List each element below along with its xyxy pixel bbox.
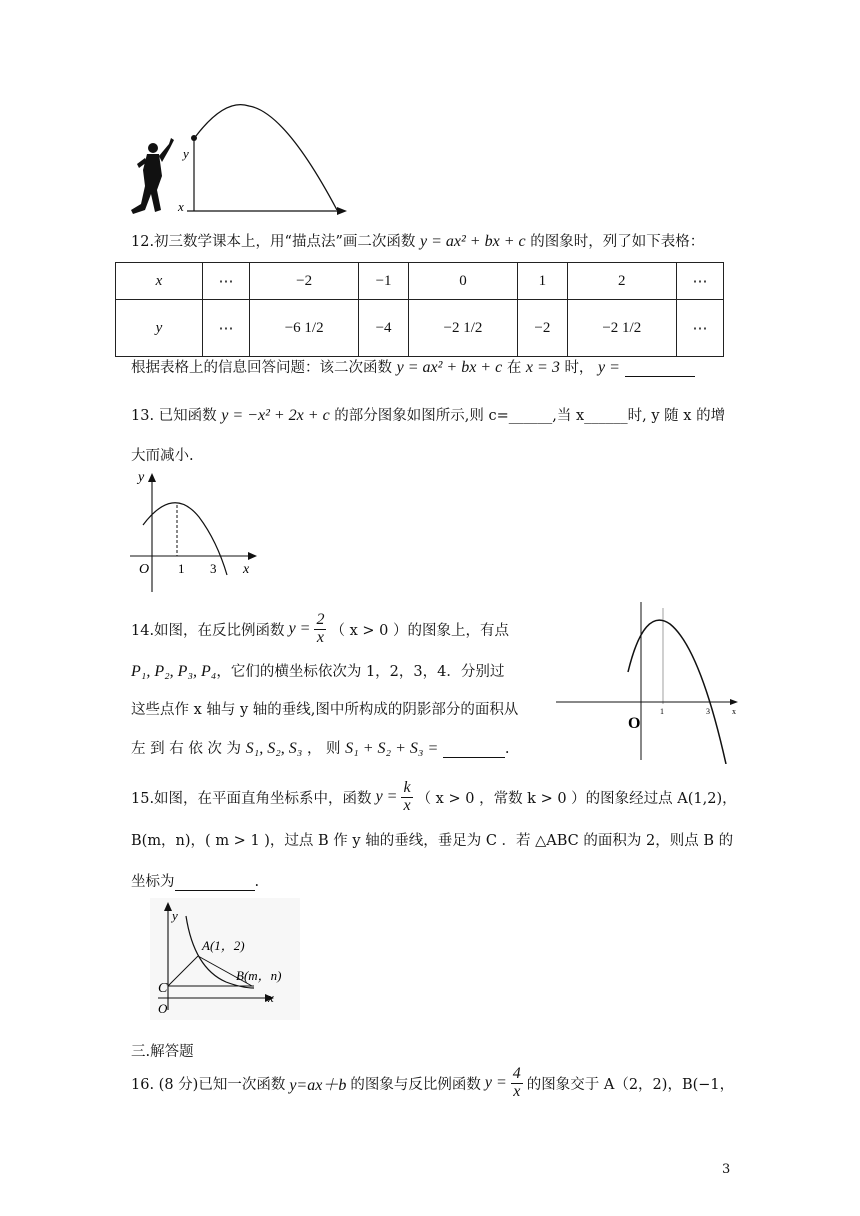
q14-fraction: $\frac{2}{x}$ bbox=[316, 611, 325, 646]
q15-line2: B(m，n)，( m > 1 )，过点 B 作 y 轴的垂线，垂足为 C ．若 △ABC 的面积为 2，则点 B 的 bbox=[131, 833, 734, 849]
top-y-label: y bbox=[183, 146, 189, 161]
table-cell: ⋯ bbox=[676, 263, 723, 300]
q15-label-a: A(1，2) bbox=[202, 938, 245, 953]
top-x-label: x bbox=[178, 199, 184, 214]
q15-x-label: x bbox=[268, 990, 274, 1005]
table-cell: −2 1/2 bbox=[408, 300, 517, 357]
q13-stem-cont: 大而减小. bbox=[131, 448, 194, 464]
thrower-silhouette bbox=[131, 138, 174, 214]
table-cell: ⋯ bbox=[203, 263, 250, 300]
table-cell: −1 bbox=[359, 263, 409, 300]
table-cell: 0 bbox=[408, 263, 517, 300]
table-cell: ⋯ bbox=[676, 300, 723, 357]
q13-y-label: y bbox=[138, 470, 145, 485]
q15-origin: O bbox=[158, 1001, 168, 1016]
q14-tick-3: 3 bbox=[706, 707, 710, 716]
q13-origin: O bbox=[139, 562, 150, 577]
q15-graph bbox=[150, 898, 300, 1020]
q14-tick-1: 1 bbox=[660, 707, 664, 716]
q16-fraction: $\frac{4}{x}$ bbox=[512, 1065, 521, 1100]
answer-blank bbox=[175, 874, 255, 891]
q13-x-label: x bbox=[243, 562, 250, 577]
table-cell: −6 1/2 bbox=[249, 300, 358, 357]
q12-question: 根据表格上的信息回答问题：该二次函数 y = ax² + bx + c 在 x = 3 时， y = bbox=[131, 356, 695, 377]
answer-blank bbox=[625, 360, 695, 377]
q15-line3: 坐标为 . bbox=[131, 874, 260, 890]
q12-stem: 12.初三数学课本上，用“描点法”画二次函数 y = ax² + bx + c 的图象时，列了如下表格： bbox=[131, 233, 705, 250]
q16-stem: 16. (8 分)已知一次函数 y=ax＋b 的图象与反比例函数 y = $\frac{4}{x}$ 的图象交于 A（2，2)，B(−1， bbox=[131, 1065, 735, 1100]
q15-label-b: B(m，n) bbox=[236, 968, 282, 983]
q14-graph bbox=[556, 600, 746, 764]
q15-line1: 15.如图，在平面直角坐标系中，函数 y = $\frac{k}{x}$ （ x > 0 ，常数 k > 0 ）的图象经过点 A(1,2)， bbox=[131, 779, 737, 814]
table-cell: ⋯ bbox=[203, 300, 250, 357]
section-heading: 三.解答题 bbox=[131, 1044, 194, 1060]
q14-x-label: x bbox=[732, 707, 736, 716]
q14-line4: 左 到 右 依 次 为 S₁, S₂, S₃ ， 则 S₁ + S₂ + S₃ = . bbox=[131, 740, 510, 757]
q14-line3: 这些点作 x 轴与 y 轴的垂线,图中所构成的阴影部分的面积从 bbox=[131, 702, 519, 718]
table-cell: −2 bbox=[518, 300, 568, 357]
q13-graph bbox=[125, 467, 265, 599]
q15-fraction: $\frac{k}{x}$ bbox=[403, 779, 411, 814]
q14-line2: P₁, P₂, P₃, P₄，它们的横坐标依次为 1，2，3，4．分别过 bbox=[131, 663, 505, 680]
page-number: 3 bbox=[722, 1162, 731, 1177]
q13-stem: 13. 已知函数 y = −x² + 2x + c 的部分图象如图所示,则 c=______,当 x______时, y 随 x 的增 bbox=[131, 407, 726, 424]
table-cell: 1 bbox=[518, 263, 568, 300]
q14-origin: O bbox=[628, 715, 641, 732]
table-y-label: y bbox=[116, 300, 203, 357]
table-cell: 2 bbox=[567, 263, 676, 300]
q15-label-c: C bbox=[158, 981, 168, 996]
trajectory-figure bbox=[125, 98, 355, 220]
table-cell: −4 bbox=[359, 300, 409, 357]
q13-tick-1: 1 bbox=[178, 561, 185, 576]
q14-line1: 14.如图，在反比例函数 y = $\frac{2}{x}$ （ x > 0 ）的图象上，有点 bbox=[131, 611, 509, 646]
q15-y-label: y bbox=[172, 908, 178, 923]
table-cell: −2 1/2 bbox=[567, 300, 676, 357]
answer-blank bbox=[443, 741, 505, 758]
q13-tick-3: 3 bbox=[210, 561, 217, 576]
q12-value-table bbox=[115, 262, 724, 357]
table-x-label: x bbox=[116, 263, 203, 300]
table-cell: −2 bbox=[249, 263, 358, 300]
